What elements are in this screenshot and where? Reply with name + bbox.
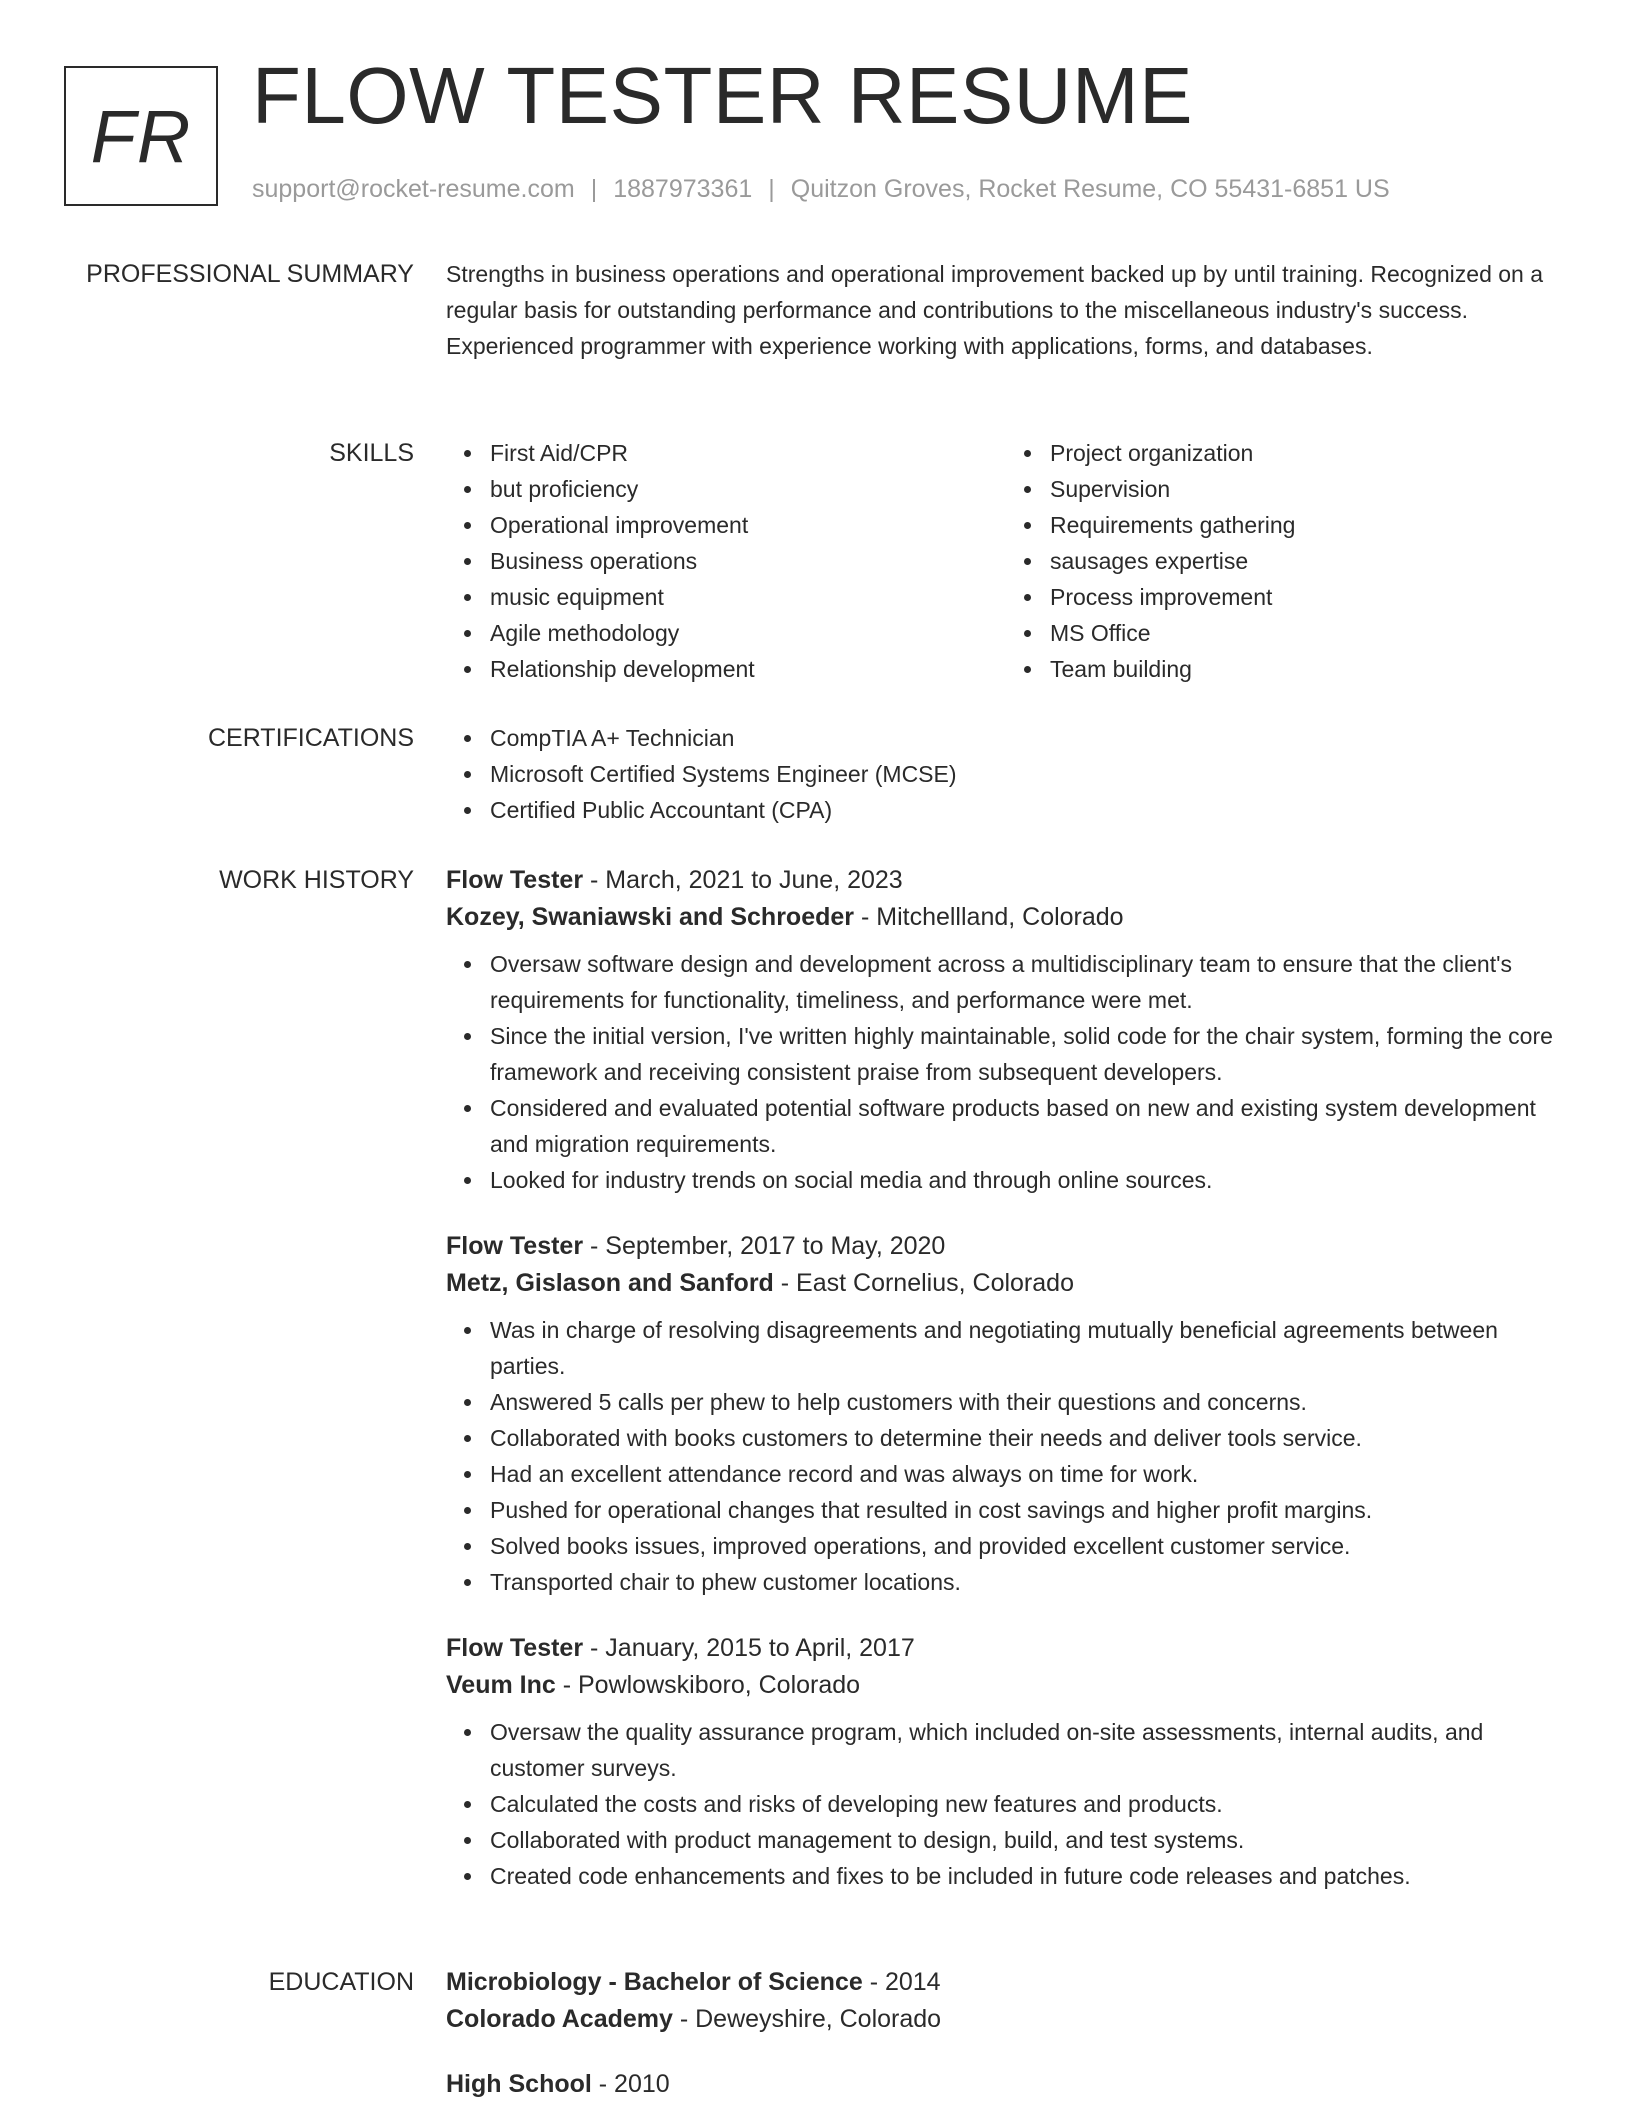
contact-separator: | xyxy=(590,175,598,203)
job-dates: - September, 2017 to May, 2020 xyxy=(590,1232,946,1260)
skill-item: Relationship development xyxy=(490,651,1006,687)
skill-item: Project organization xyxy=(1050,435,1566,471)
resume-title: FLOW TESTER RESUME xyxy=(252,51,1193,140)
job-bullet: Transported chair to phew customer locations. xyxy=(490,1564,1566,1600)
education-degree: Microbiology - Bachelor of Science xyxy=(446,1968,863,1996)
skill-item: First Aid/CPR xyxy=(490,435,1006,471)
contact-separator: | xyxy=(768,175,775,203)
job-location: - East Cornelius, Colorado xyxy=(780,1269,1074,1297)
job-company: Kozey, Swaniawski and Schroeder xyxy=(446,903,855,931)
job-bullet: Since the initial version, I've written highly maintainable, solid code for the chair system, forming the core framework and receiving consistent praise from subsequent developers. xyxy=(490,1018,1566,1090)
job-bullet: Solved books issues, improved operations, and provided excellent customer service. xyxy=(490,1528,1566,1564)
skill-item: music equipment xyxy=(490,579,1006,615)
job-heading xyxy=(446,862,1566,898)
section-title-certifications: CERTIFICATIONS xyxy=(207,724,414,752)
skills-list xyxy=(446,435,1566,687)
education-year: - 2010 xyxy=(598,2070,670,2098)
skill-item: Supervision xyxy=(1050,471,1566,507)
monogram-initials: FR xyxy=(90,94,192,178)
section-title-skills: SKILLS xyxy=(329,439,414,467)
certifications-list xyxy=(446,720,1566,828)
job-bullet: Answered 5 calls per phew to help customers with their questions and concerns. xyxy=(490,1384,1566,1420)
education-degree: High School xyxy=(446,2070,592,2098)
monogram-badge xyxy=(64,66,218,206)
work-history-body xyxy=(446,862,1566,1924)
certifications-body xyxy=(446,720,1566,828)
job-bullet: Looked for industry trends on social media and through online sources. xyxy=(490,1162,1566,1198)
job-bullet: Considered and evaluated potential software products based on new and existing system development and migration requirements. xyxy=(490,1090,1566,1162)
job-bullet: Was in charge of resolving disagreements and negotiating mutually beneficial agreements between parties. xyxy=(490,1312,1566,1384)
skills-column-right xyxy=(1006,435,1566,687)
job-bullets xyxy=(446,1312,1566,1600)
skills-column-left xyxy=(446,435,1006,687)
job-company-line xyxy=(446,898,1566,936)
certification-item: Microsoft Certified Systems Engineer (MCSE) xyxy=(490,756,1566,792)
job-dates: - March, 2021 to June, 2023 xyxy=(590,866,903,894)
job-bullet: Created code enhancements and fixes to be included in future code releases and patches. xyxy=(490,1858,1566,1894)
certification-item: Certified Public Accountant (CPA) xyxy=(490,792,1566,828)
education-school: Colorado Academy xyxy=(446,2005,673,2033)
contact-email[interactable]: support@rocket-resume.com xyxy=(252,175,575,203)
contact-address: Quitzon Groves, Rocket Resume, CO 55431-6851 US xyxy=(790,175,1390,203)
job-heading xyxy=(446,1630,1566,1666)
section-title-summary: PROFESSIONAL SUMMARY xyxy=(86,260,414,288)
education-heading xyxy=(446,2066,1566,2102)
job-bullet: Calculated the costs and risks of developing new features and products. xyxy=(490,1786,1566,1822)
contact-line xyxy=(252,175,1390,204)
job-heading xyxy=(446,1228,1566,1264)
job-company-line xyxy=(446,1666,1566,1704)
education-heading xyxy=(446,1964,1566,2000)
summary-text: Strengths in business operations and operational improvement backed up by until training. Recognized on a regular basis for outstanding performance and contributions to the miscellaneous industry's success. Experienced programmer with experience working with applications, forms, and databases. xyxy=(446,261,1544,359)
job-bullet: Had an excellent attendance record and was always on time for work. xyxy=(490,1456,1566,1492)
skill-item: Team building xyxy=(1050,651,1566,687)
job-company: Veum Inc xyxy=(446,1671,556,1699)
education-year: - 2014 xyxy=(869,1968,941,1996)
education-school-line xyxy=(446,2000,1566,2038)
job-role: Flow Tester xyxy=(446,1232,584,1260)
skill-item: sausages expertise xyxy=(1050,543,1566,579)
skill-item: but proficiency xyxy=(490,471,1006,507)
job-bullet: Oversaw the quality assurance program, which included on-site assessments, internal audits, and customer surveys. xyxy=(490,1714,1566,1786)
certification-item: CompTIA A+ Technician xyxy=(490,720,1566,756)
job-role: Flow Tester xyxy=(446,866,584,894)
job-company-line xyxy=(446,1264,1566,1302)
section-title-work-history: WORK HISTORY xyxy=(219,866,414,894)
job-role: Flow Tester xyxy=(446,1634,584,1662)
skill-item: Process improvement xyxy=(1050,579,1566,615)
job-entry xyxy=(446,862,1566,1198)
job-entry xyxy=(446,1228,1566,1600)
job-bullet: Oversaw software design and development across a multidisciplinary team to ensure that the client's requirements for functionality, timeliness, and performance were met. xyxy=(490,946,1566,1018)
education-body xyxy=(446,1964,1566,2102)
job-bullets xyxy=(446,1714,1566,1894)
skill-item: Agile methodology xyxy=(490,615,1006,651)
skill-item: Requirements gathering xyxy=(1050,507,1566,543)
contact-phone[interactable]: 1887973361 xyxy=(613,175,753,203)
job-bullet: Collaborated with books customers to determine their needs and deliver tools service. xyxy=(490,1420,1566,1456)
job-company: Metz, Gislason and Sanford xyxy=(446,1269,774,1297)
skill-item: Business operations xyxy=(490,543,1006,579)
skill-item: Operational improvement xyxy=(490,507,1006,543)
job-bullets xyxy=(446,946,1566,1198)
section-title-education: EDUCATION xyxy=(268,1968,414,1996)
job-dates: - January, 2015 to April, 2017 xyxy=(590,1634,915,1662)
job-entry xyxy=(446,1630,1566,1894)
job-location: - Mitchellland, Colorado xyxy=(860,903,1124,931)
job-bullet: Pushed for operational changes that resulted in cost savings and higher profit margins. xyxy=(490,1492,1566,1528)
education-location: - Deweyshire, Colorado xyxy=(679,2005,942,2033)
skill-item: MS Office xyxy=(1050,615,1566,651)
job-location: - Powlowskiboro, Colorado xyxy=(562,1671,861,1699)
job-bullet: Collaborated with product management to design, build, and test systems. xyxy=(490,1822,1566,1858)
